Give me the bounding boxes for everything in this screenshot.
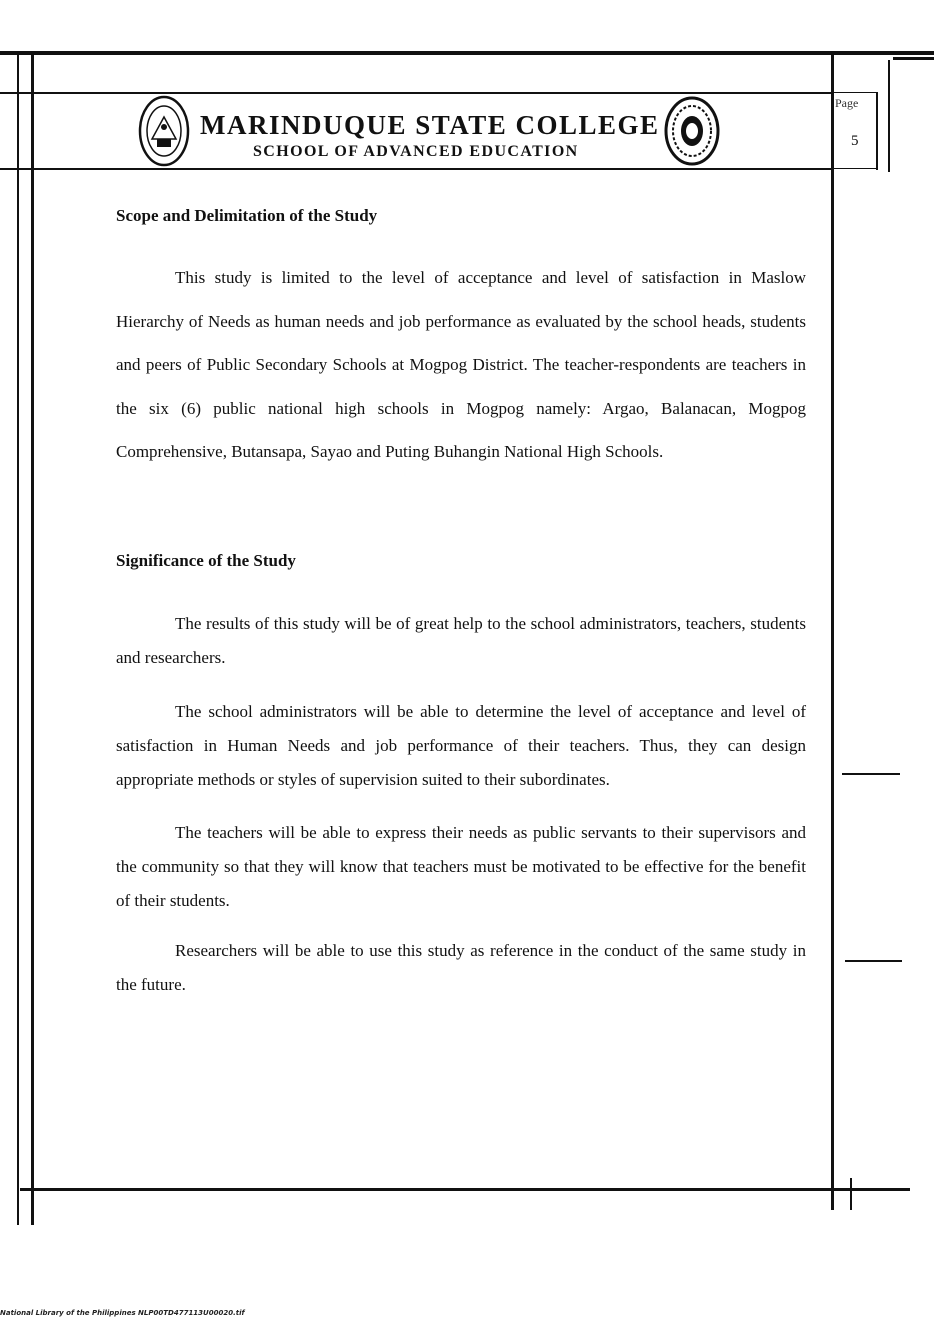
- school-name: SCHOOL OF ADVANCED EDUCATION: [253, 143, 579, 160]
- significance-heading: Significance of the Study: [116, 551, 296, 570]
- page-box-top: [832, 92, 878, 93]
- scope-section: [116, 256, 806, 474]
- significance-paragraph: Researchers will be able to use this study as reference in the conduct of the same study in the future.: [116, 941, 806, 994]
- institution-name: MARINDUQUE STATE COLLEGE: [200, 110, 660, 140]
- left-margin-line-inner: [31, 55, 34, 1225]
- side-tick-2: [845, 960, 902, 962]
- page-number: 5: [851, 133, 859, 149]
- significance-para-2: [116, 695, 806, 797]
- page-box-right: [876, 92, 878, 170]
- right-margin-line: [831, 55, 834, 1210]
- significance-paragraph: The results of this study will be of great help to the school administrators, teachers, students and researchers.: [116, 614, 806, 667]
- school-seal-icon: [664, 96, 720, 166]
- significance-heading-block: [116, 551, 806, 571]
- significance-para-4: [116, 934, 806, 1002]
- significance-paragraph: The teachers will be able to express their needs as public servants to their supervisors and the community so that they will know that teachers must be motivated to be effective for the benefit of their students.: [116, 823, 806, 910]
- bottom-border: [20, 1188, 910, 1191]
- college-seal-icon: [138, 95, 190, 167]
- page-box-edge: [888, 60, 890, 172]
- scope-heading: Scope and Delimitation of the Study: [116, 206, 378, 225]
- significance-para-3: [116, 816, 806, 918]
- scan-id: National Library of the Philippines NLP00TD477113U00020.tif: [0, 1309, 245, 1317]
- top-border: [0, 51, 934, 55]
- header-divider-bottom: [0, 168, 832, 170]
- page-box-bottom: [832, 168, 878, 169]
- significance-paragraph: The school administrators will be able to determine the level of acceptance and level of satisfaction in Human Needs and job performance of their teachers. Thus, they can design appropriate methods or styles of supervision suited to their subordinates.: [116, 702, 806, 789]
- header-divider-top: [0, 92, 832, 94]
- side-tick-1: [842, 773, 900, 775]
- scope-paragraph: This study is limited to the level of acceptance and level of satisfaction in Maslow Hierarchy of Needs as human needs and job performance as evaluated by the school heads, students and peers of Public Secondary Schools at Mogpog District. The teacher-respondents are teachers in the six (6) public national high schools in Mogpog namely: Argao, Balanacan, Mogpog Comprehensive, Butansapa, Sayao and Puting Buhangin National High Schools.: [116, 268, 806, 461]
- top-border-tab: [893, 57, 934, 60]
- left-margin-line: [17, 55, 19, 1225]
- bottom-border-tick: [850, 1178, 852, 1210]
- significance-para-1: [116, 607, 806, 675]
- page-label: Page: [835, 96, 859, 110]
- scope-heading-block: [116, 206, 806, 226]
